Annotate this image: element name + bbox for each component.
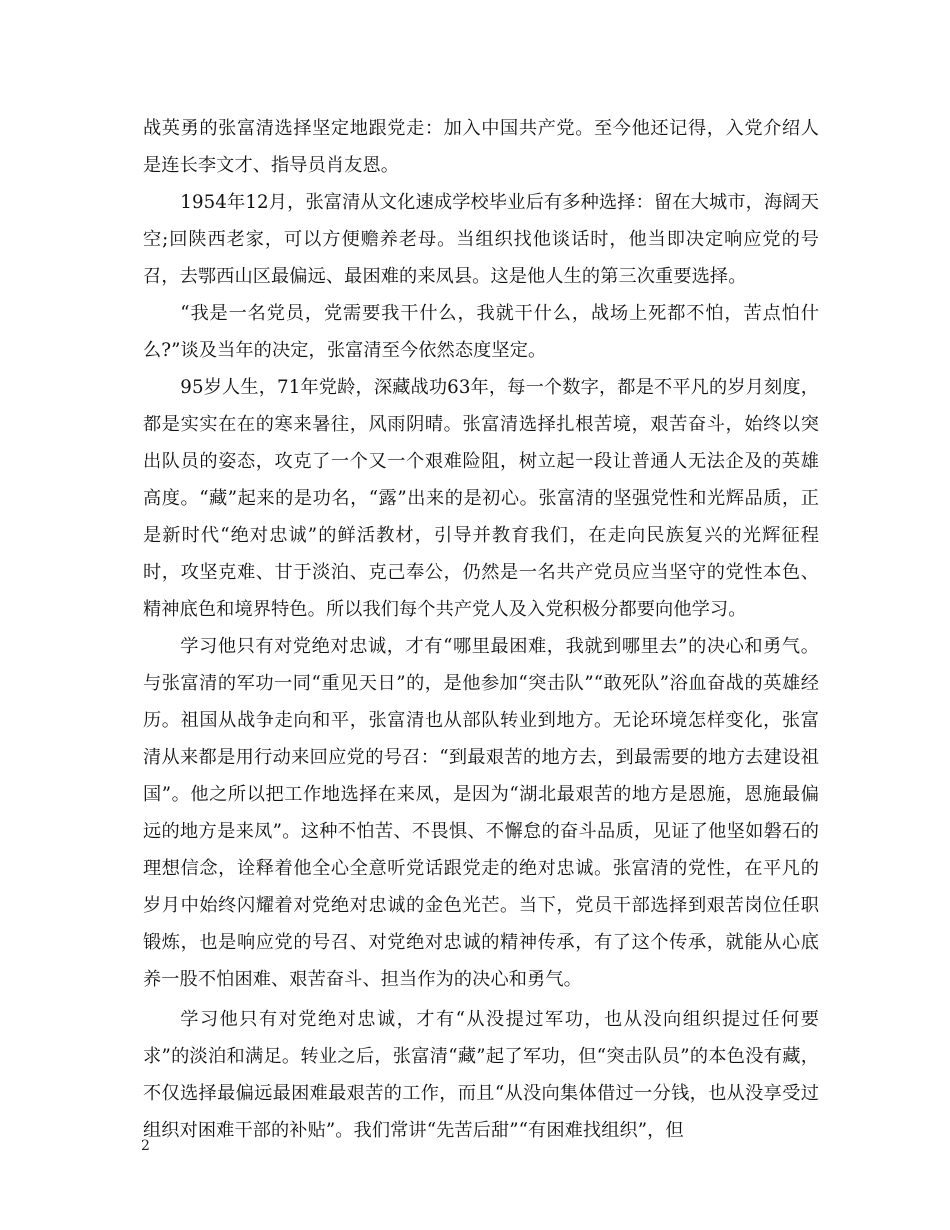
page-number: 2 [141,1138,150,1154]
body-text [143,110,819,1149]
paragraph-6: 学习他只有对党绝对忠诚，才有“从没提过军功，也从没向组织提过任何要求”的淡泊和满足。转业之后，张富清“藏”起了军功，但“突击队员”的本色没有藏，不仅选择最偏远最困难最艰苦的工作，而且“从没向集体借过一分钱，也从没享受过组织对困难干部的补贴”。我们常讲“先苦后甜”“有困难找组织”，但 [143,1009,819,1141]
paragraph-1: 战英勇的张富清选择坚定地跟党走：加入中国共产党。至今他还记得，入党介绍人是连长李文才、指导员肖友恩。 [143,118,819,176]
paragraph-2: 1954年12月，张富清从文化速成学校毕业后有多种选择：留在大城市，海阔天空;回陕西老家，可以方便赡养老母。当组织找他谈话时，他当即决定响应党的号召，去鄂西山区最偏远、最困难的来凤县。这是他人生的第三次重要选择。 [143,192,819,287]
paragraph-3: “我是一名党员，党需要我干什么，我就干什么，战场上死都不怕，苦点怕什么?”谈及当年的决定，张富清至今依然态度坚定。 [143,303,819,361]
paragraph-4: 95岁人生，71年党龄，深藏战功63年，每一个数字，都是不平凡的岁月刻度，都是实实在在的寒来暑往，风雨阴晴。张富清选择扎根苦境，艰苦奋斗，始终以突出队员的姿态，攻克了一个又一个艰难险阻，树立起一段让普通人无法企及的英雄高度。“藏”起来的是功名，“露”出来的是初心。张富清的坚强党性和光辉品质，正是新时代“绝对忠诚”的鲜活教材，引导并教育我们，在走向民族复兴的光辉征程时，攻坚克难、甘于淡泊、克己奉公，仍然是一名共产党员应当坚守的党性本色、精神底色和境界特色。所以我们每个共产党人及入党积极分都要向他学习。 [143,377,819,620]
paragraph-5: 学习他只有对党绝对忠诚，才有“哪里最困难，我就到哪里去”的决心和勇气。与张富清的军功一同“重见天日”的，是他参加“突击队”“敢死队”浴血奋战的英雄经历。祖国从战争走向和平，张富清也从部队转业到地方。无论环境怎样变化，张富清从来都是用行动来回应党的号召：“到最艰苦的地方去，到最需要的地方去建设祖国”。他之所以把工作地选择在来凤，是因为“湖北最艰苦的地方是恩施，恩施最偏远的地方是来凤”。这种不怕苦、不畏惧、不懈怠的奋斗品质，见证了他坚如磐石的理想信念，诠释着他全心全意听党话跟党走的绝对忠诚。张富清的党性，在平凡的岁月中始终闪耀着对党绝对忠诚的金色光芒。当下，党员干部选择到艰苦岗位任职锻炼，也是响应党的号召、对党绝对忠诚的精神传承，有了这个传承，就能从心底养一股不怕困难、艰苦奋斗、担当作为的决心和勇气。 [143,636,819,990]
